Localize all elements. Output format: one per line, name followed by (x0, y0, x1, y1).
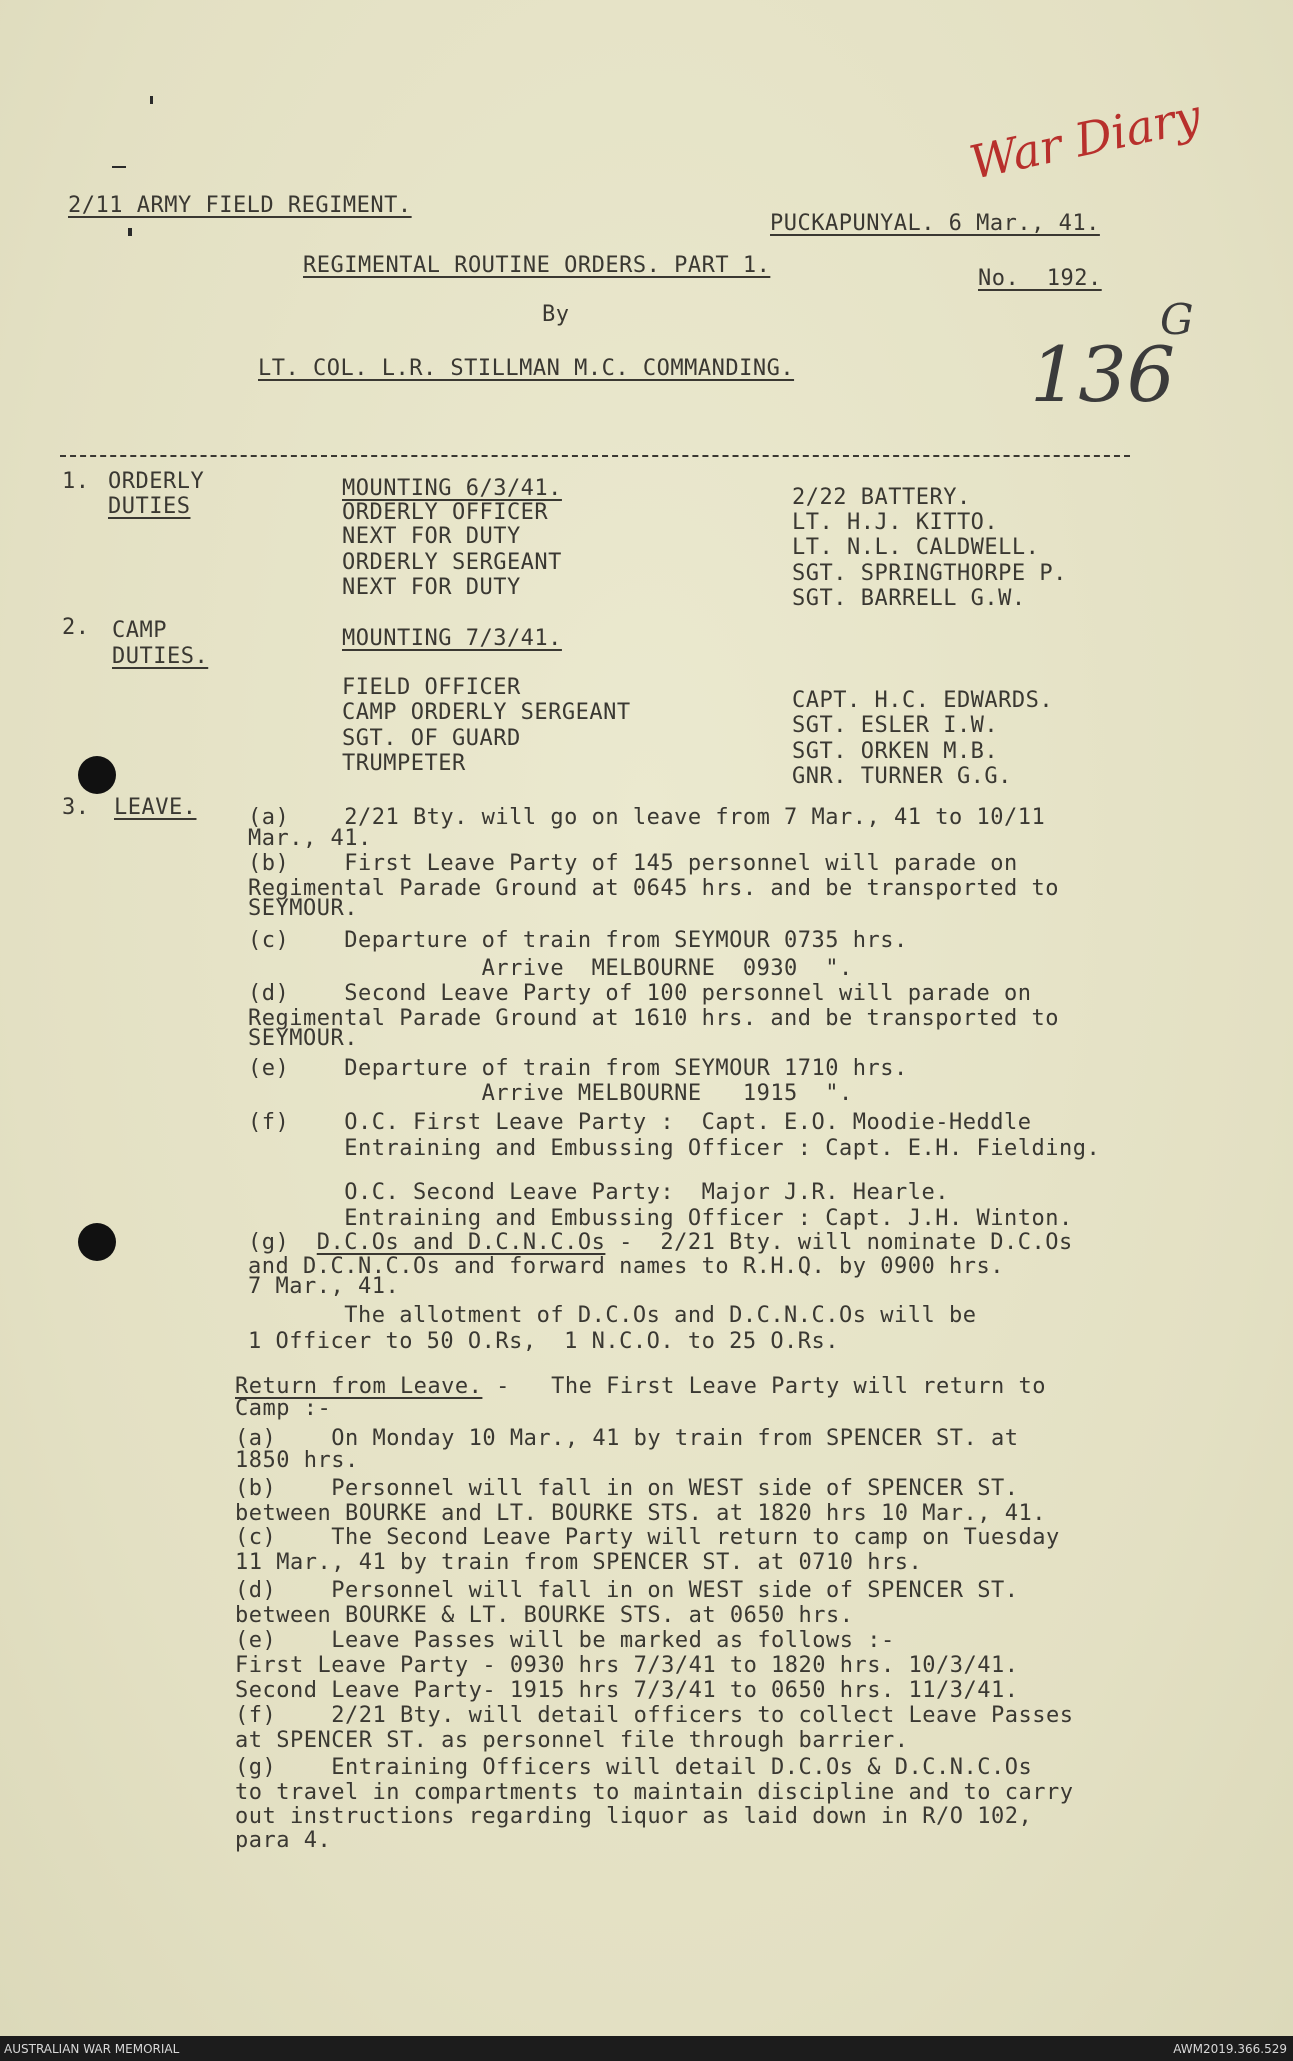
leave-line: (b) First Leave Party of 145 personnel will parade on (248, 851, 1018, 876)
footer-left: AUSTRALIAN WAR MEMORIAL (4, 2042, 180, 2056)
leave-line: Regimental Parade Ground at 0645 hrs. and be transported to (248, 876, 1059, 901)
return-line: (b) Personnel will fall in on WEST side of SPENCER ST. (235, 1476, 1019, 1501)
return-line: First Leave Party - 0930 hrs 7/3/41 to 1820 hrs. 10/3/41. (235, 1653, 1019, 1678)
return-line: to travel in compartments to maintain discipline and to carry (235, 1780, 1074, 1805)
duty-name: SGT. ORKEN M.B. (792, 739, 999, 764)
return-line: 1850 hrs. (235, 1448, 359, 1473)
separator-line (60, 455, 1130, 457)
return-heading-line (235, 1376, 1046, 1398)
duty-role: FIELD OFFICER (342, 675, 521, 700)
duty-name: SGT. ESLER I.W. (792, 713, 999, 738)
handwritten-folio-suffix: G (1160, 295, 1194, 344)
return-line: (c) The Second Leave Party will return to camp on Tuesday (235, 1525, 1060, 1550)
return-line: (f) 2/21 Bty. will detail officers to collect Leave Passes (235, 1703, 1074, 1728)
leave-line: Regimental Parade Ground at 1610 hrs. and be transported to (248, 1006, 1059, 1031)
unit-name: 2/11 ARMY FIELD REGIMENT. (68, 193, 412, 218)
section-label: ORDERLY (108, 469, 205, 494)
return-line: out instructions regarding liquor as laid down in R/O 102, (235, 1804, 1033, 1829)
leave-line: (c) Departure of train from SEYMOUR 0735 hrs. (248, 928, 908, 953)
mounting-date: MOUNTING 6/3/41. (342, 476, 562, 501)
section-number: 3. (62, 795, 90, 820)
leave-line: Entraining and Embussing Officer : Capt. E.H. Fielding. (248, 1136, 1101, 1161)
return-line: (a) On Monday 10 Mar., 41 by train from SPENCER ST. at (235, 1426, 1019, 1451)
section-label: DUTIES (108, 494, 191, 519)
return-line: at SPENCER ST. as personnel file through barrier. (235, 1728, 909, 1753)
section-label: LEAVE. (114, 795, 197, 820)
return-heading: Return from Leave. (235, 1374, 483, 1399)
duty-name: GNR. TURNER G.G. (792, 764, 1012, 789)
leave-line: and D.C.N.C.Os and forward names to R.H.Q. by 0900 hrs. (248, 1254, 1004, 1279)
section-label: CAMP (112, 618, 167, 643)
return-line: (d) Personnel will fall in on WEST side of SPENCER ST. (235, 1578, 1019, 1603)
handwritten-war-diary: War Diary (964, 88, 1206, 190)
return-line: (g) Entraining Officers will detail D.C.Os & D.C.N.C.Os (235, 1755, 1033, 1780)
speck (150, 96, 153, 104)
duty-role: SGT. OF GUARD (342, 726, 521, 751)
return-line: Second Leave Party- 1915 hrs 7/3/41 to 0650 hrs. 11/3/41. (235, 1678, 1019, 1703)
leave-line: The allotment of D.C.Os and D.C.N.C.Os will be (248, 1303, 977, 1328)
duty-name: SGT. SPRINGTHORPE P. (792, 561, 1067, 586)
duty-role: NEXT FOR DUTY (342, 575, 521, 600)
order-number: No. 192. (978, 266, 1102, 291)
mounting-date: MOUNTING 7/3/41. (342, 626, 562, 651)
leave-line: (d) Second Leave Party of 100 personnel will parade on (248, 981, 1032, 1006)
speck (112, 166, 126, 168)
place-date: PUCKAPUNYAL. 6 Mar., 41. (770, 211, 1100, 236)
section-number: 1. (62, 469, 90, 494)
commander: LT. COL. L.R. STILLMAN M.C. COMMANDING. (258, 356, 795, 381)
battery-name: 2/22 BATTERY. (792, 485, 971, 510)
return-line: Camp :- (235, 1396, 332, 1421)
return-line: between BOURKE & LT. BOURKE STS. at 0650 hrs. (235, 1603, 854, 1628)
return-heading-text: - The First Leave Party will return to (482, 1374, 1046, 1399)
leave-line: SEYMOUR. (248, 896, 358, 921)
duty-role: NEXT FOR DUTY (342, 524, 521, 549)
return-line: between BOURKE and LT. BOURKE STS. at 1820 hrs 10 Mar., 41. (235, 1501, 1046, 1526)
duty-name: SGT. BARRELL G.W. (792, 586, 1026, 611)
duty-role: ORDERLY SERGEANT (342, 550, 562, 575)
leave-line: (f) O.C. First Leave Party : Capt. E.O. Moodie-Heddle (248, 1110, 1032, 1135)
archive-footer (0, 2036, 1293, 2061)
duty-name: CAPT. H.C. EDWARDS. (792, 688, 1054, 713)
leave-line: (e) Departure of train from SEYMOUR 1710 hrs. (248, 1056, 908, 1081)
handwritten-folio-number: 136 (1030, 330, 1176, 419)
leave-item-g-text: - 2/21 Bty. will nominate D.C.Os (605, 1230, 1073, 1255)
leave-line: Arrive MELBOURNE 0930 ". (248, 956, 853, 981)
duty-name: LT. N.L. CALDWELL. (792, 535, 1040, 560)
punch-hole (78, 1223, 116, 1261)
return-line: (e) Leave Passes will be marked as follows :- (235, 1628, 895, 1653)
leave-line: Arrive MELBOURNE 1915 ". (248, 1081, 853, 1106)
leave-line: Mar., 41. (248, 826, 372, 851)
leave-line: O.C. Second Leave Party: Major J.R. Hearle. (248, 1180, 950, 1205)
duty-name: LT. H.J. KITTO. (792, 510, 999, 535)
section-label: DUTIES. (112, 644, 209, 669)
footer-right: AWM2019.366.529 (1173, 2042, 1287, 2056)
return-line: 11 Mar., 41 by train from SPENCER ST. at 0710 hrs. (235, 1550, 923, 1575)
duty-role: ORDERLY OFFICER (342, 500, 549, 525)
speck (128, 228, 132, 236)
leave-line: (a) 2/21 Bty. will go on leave from 7 Mar., 41 to 10/11 (248, 805, 1046, 830)
leave-line: SEYMOUR. (248, 1026, 358, 1051)
return-line: para 4. (235, 1828, 332, 1853)
leave-line: 7 Mar., 41. (248, 1274, 400, 1299)
by-line: By (542, 302, 570, 327)
section-number: 2. (62, 615, 90, 640)
duty-role: CAMP ORDERLY SERGEANT (342, 700, 631, 725)
leave-line: 1 Officer to 50 O.Rs, 1 N.C.O. to 25 O.Rs. (248, 1329, 840, 1354)
punch-hole (78, 756, 116, 794)
leave-item-g-marker: (g) (248, 1230, 290, 1255)
leave-item-g (248, 1232, 1073, 1254)
duty-role: TRUMPETER (342, 751, 466, 776)
leave-item-g-heading: D.C.Os and D.C.N.C.Os (316, 1230, 606, 1255)
document-title: REGIMENTAL ROUTINE ORDERS. PART 1. (303, 253, 771, 278)
leave-line: Entraining and Embussing Officer : Capt. J.H. Winton. (248, 1206, 1073, 1231)
